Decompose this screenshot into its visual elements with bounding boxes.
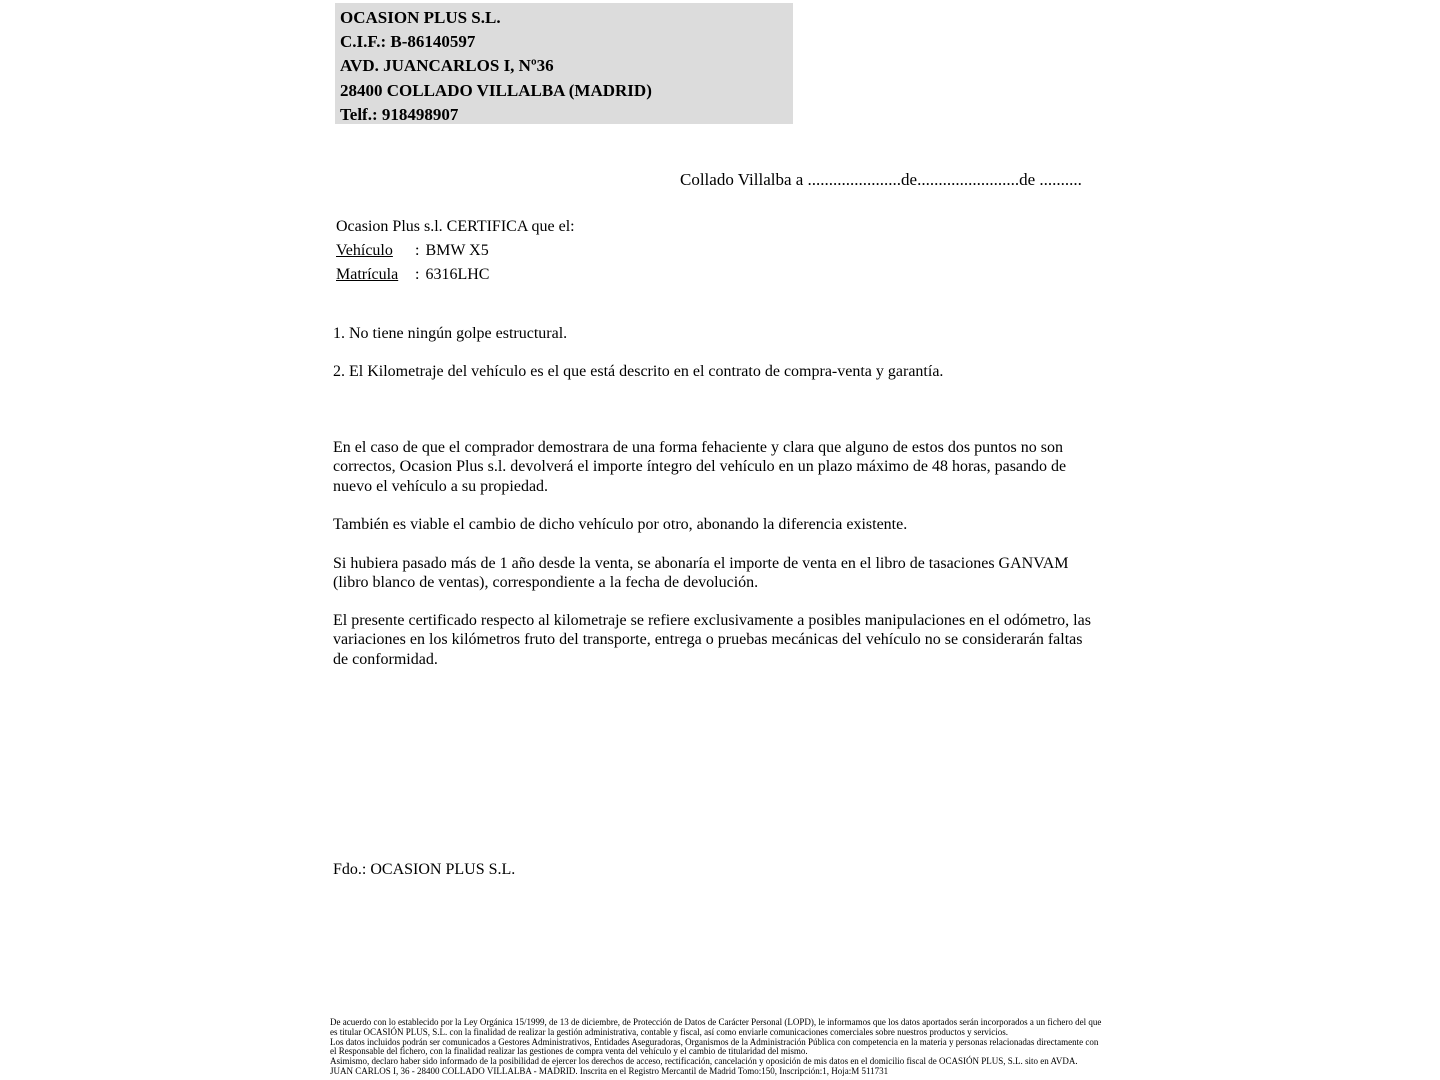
certified-point-1: 1. No tiene ningún golpe estructural. [333,325,568,342]
legal-footer-paragraph-1: De acuerdo con lo establecido por la Ley Orgánica 15/1999, de 13 de diciembre, de Protección de Datos de Carácter Personal (LOPD), le informamos que los datos aportados serán incorporados a un fichero del que es titular OCASIÓN PLUS, S.L. con la finalidad de realizar la gestión administrativa, contable y fiscal, así como enviarle comunicaciones comerciales sobre nuestros productos y servicios. [330,1017,1102,1037]
plate-value: 6316LHC [425,265,490,283]
legal-footer [330,1018,1102,1077]
company-name: OCASION PLUS S.L. [340,8,501,27]
certification-intro: Ocasion Plus s.l. CERTIFICA que el: [336,218,575,235]
plate-label: Matrícula [336,265,399,283]
vehicle-field [336,239,575,263]
company-phone: Telf.: 918498907 [340,104,459,124]
plate-separator: : [415,265,420,283]
plate-label-wrap [336,263,415,287]
legal-footer-paragraph-2: Los datos incluidos podrán ser comunicados a Gestores Administrativos, Entidades Aseguradoras, Organismos de la Administración Pública con competencia en la materia y personas relacionadas directamente con el Responsable del fichero, con la finalidad realizar las gestiones de compra venta del vehículo y el cambio de titularidad del mismo. [330,1036,1099,1057]
refund-paragraph: En el caso de que el comprador demostrara de una forma fehaciente y clara que alguno de estos dos puntos no son correctos, Ocasion Plus s.l. devolverá el importe íntegro del vehículo en un plazo máximo de 48 horas, pasando de nuevo el vehículo a su propiedad. [333,439,1067,495]
exchange-paragraph: También es viable el cambio de dicho vehículo por otro, abonando la diferencia existente. [333,516,908,533]
legal-footer-paragraph-3: Asimismo, declaro haber sido informado de la posibilidad de ejercer los derechos de acceso, rectificación, cancelación y oposición de mis datos en el domicilio fiscal de OCASIÓN PLUS, S.L. sito en AVDA. JUAN CARLOS I, 36 - 28400 COLLADO VILLALBA - MADRID. Inscrita en el Registro Mercantil de Madrid Tomo:150, Inscripción:1, Hoja:M 511731 [330,1056,1078,1076]
odometer-paragraph: El presente certificado respecto al kilometraje se refiere exclusivamente a posibles manipulaciones en el odómetro, las variaciones en los kilómetros fruto del transporte, entrega o pruebas mecánicas del vehículo no se considerarán faltas de conformidad. [333,612,1091,668]
company-city: 28400 COLLADO VILLALBA (MADRID) [340,80,652,100]
ganvam-paragraph: Si hubiera pasado más de 1 año desde la venta, se abonaría el importe de venta en el libro de tasaciones GANVAM (libro blanco de ventas), correspondiente a la fecha de devolución. [333,555,1069,592]
date-line: Collado Villalba a ......................de........................de .......... [680,170,1082,189]
vehicle-value: BMW X5 [425,241,489,259]
company-header-box [335,3,793,124]
certification-block [336,215,575,286]
vehicle-label: Vehículo [336,241,393,259]
signature-line: Fdo.: OCASION PLUS S.L. [333,861,516,878]
vehicle-separator: : [415,241,420,259]
plate-field [336,263,575,287]
vehicle-label-wrap [336,239,415,263]
certified-point-2: 2. El Kilometraje del vehículo es el que está descrito en el contrato de compra-venta y garantía. [333,363,944,380]
company-address: AVD. JUANCARLOS I, Nº36 [340,56,554,76]
company-cif: C.I.F.: B-86140597 [340,32,476,52]
